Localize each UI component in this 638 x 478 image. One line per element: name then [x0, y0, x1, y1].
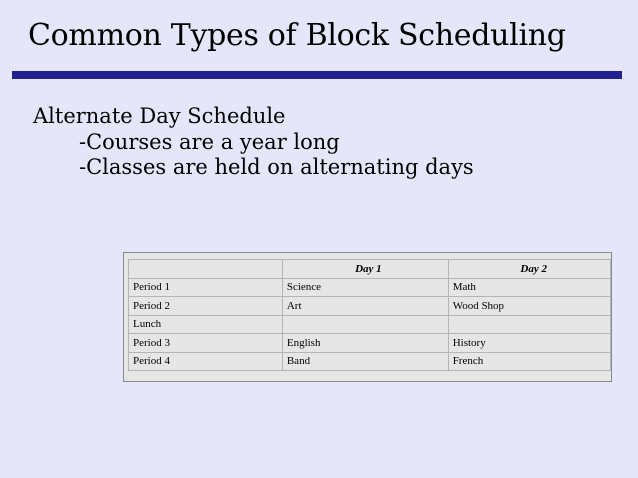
header-cell-day-1: Day 1 [282, 260, 448, 279]
day-1-cell: Art [282, 297, 448, 316]
period-cell: Period 2 [129, 297, 283, 316]
bullet-alternate-day-schedule: Alternate Day Schedule [33, 104, 286, 128]
period-cell: Lunch [129, 315, 283, 334]
day-2-cell: French [448, 352, 610, 371]
table-row [129, 278, 611, 297]
slide-title: Common Types of Block Scheduling [28, 18, 566, 53]
header-cell-empty [129, 260, 283, 279]
day-2-cell [448, 315, 610, 334]
table-row [129, 352, 611, 371]
day-1-cell: Science [282, 278, 448, 297]
table-row [129, 334, 611, 353]
day-1-cell [282, 315, 448, 334]
day-2-cell: Wood Shop [448, 297, 610, 316]
day-2-cell: Math [448, 278, 610, 297]
title-divider [12, 71, 622, 79]
period-cell: Period 3 [129, 334, 283, 353]
day-2-cell: History [448, 334, 610, 353]
schedule-table-frame [123, 252, 612, 382]
header-cell-day-2: Day 2 [448, 260, 610, 279]
day-1-cell: English [282, 334, 448, 353]
period-cell: Period 4 [129, 352, 283, 371]
table-row [129, 297, 611, 316]
period-cell: Period 1 [129, 278, 283, 297]
table-row [129, 315, 611, 334]
sub-bullet-courses: -Courses are a year long [79, 130, 340, 154]
table-header-row [129, 260, 611, 279]
day-1-cell: Band [282, 352, 448, 371]
sub-bullet-classes: -Classes are held on alternating days [79, 155, 474, 179]
schedule-table [128, 259, 611, 371]
